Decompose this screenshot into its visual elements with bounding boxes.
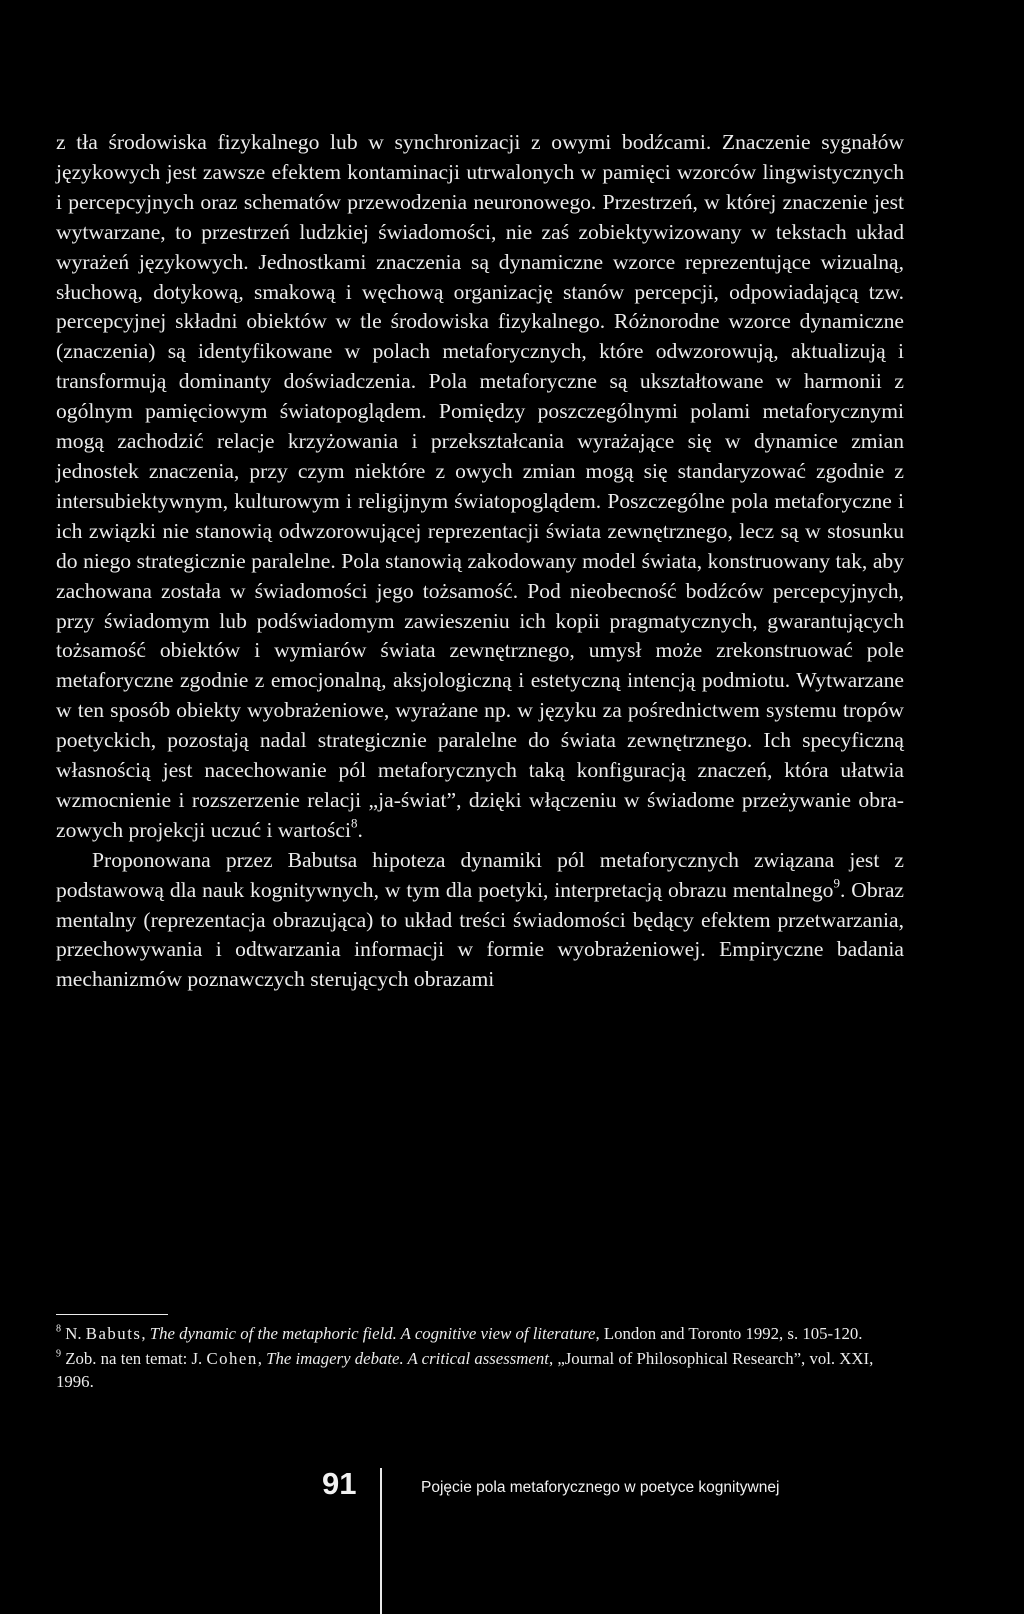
footnote-author: Cohen xyxy=(206,1349,258,1369)
footer-divider xyxy=(380,1468,382,1614)
footnote-suffix: , London and Toronto 1992, s. 105-120. xyxy=(595,1324,863,1343)
footnote-number: 8 xyxy=(56,1323,62,1335)
footnote-prefix: Zob. na ten temat: J. xyxy=(61,1349,207,1369)
footnote-separator-text: , xyxy=(141,1324,150,1343)
paragraph-2-text-b: . Obraz mentalny (reprezentacja obrazująca) to układ treści świadomości będący efektem przetwarzania, przechowywania i odtwarzania informacji w formie wyobrażeniowej. Empiryczne badania mechanizmów poznawczych sterujących obrazami xyxy=(56,877,904,992)
footnote-8 xyxy=(56,1322,904,1345)
page-body xyxy=(56,128,904,995)
footnote-author: Babuts xyxy=(85,1324,142,1343)
footnote-number: 9 xyxy=(56,1348,62,1360)
footnote-ref-9[interactable]: 9 xyxy=(833,874,840,890)
page-number: 91 xyxy=(322,1466,357,1501)
footnotes xyxy=(56,1322,904,1396)
body-paragraph-2 xyxy=(56,846,904,996)
footnote-separator-text: , xyxy=(257,1349,267,1369)
footnote-prefix: N. xyxy=(61,1324,86,1343)
running-title: Pojęcie pola metaforycznego w poetyce kognitywnej xyxy=(421,1479,780,1496)
footnote-suffix: , „Journal of Philosophical Research”, vol. XXI, 1996. xyxy=(56,1349,874,1392)
footnote-ref-8[interactable]: 8 xyxy=(351,815,358,831)
paragraph-1-text: z tła środowiska fizykalnego lub w synchronizacji z owymi bodźcami. Znaczenie sygnałów językowych jest zawsze efektem kontaminacji utrwalonych w pamięci wzorców lingwistycznych i percepcyjnych oraz schematów przewodzenia neuronowego. Przestrzeń, w której znaczenie jest wytwarzane, to przestrzeń ludzkiej świadomości, nie zaś zobiektywizowany w tekstach układ wyrażeń językowych. Jednostkami znaczenia są dynamiczne wzorce reprezentujące wizualną, słuchową, dotykową, smakową i węchową organizację stanów percepcji, odpowiadającą tzw. percepcyjnej składni obiektów w tle środowiska fizykalnego. Różnorodne wzorce dynamiczne (znaczenia) są identyfikowane w polach metaforycznych, które odwzorowują, aktualizują i transformują dominanty doświadczenia. Pola metaforyczne są ukształtowane w harmonii z ogólnym pamięciowym światopoglądem. Pomiędzy poszczególnymi polami metaforycznymi mogą zachodzić relacje krzyżowania i przekształcania wyrażające się w dynamice zmian jednostek znaczenia, przy czym niektóre z owych zmian mogą się standaryzować zgodnie z intersubiektywnym, kulturowym i religijnym światopoglądem. Poszczególne pola metaforyczne i ich związki nie stanowią odwzorowującej reprezentacji świata zewnętrznego, lecz są w stosunku do niego strategicznie paralelne. Pola stanowią zakodowany model świata, konstruowany tak, aby zachowana została w świadomości jego tożsamość. Pod nieobecność bodźców percepcyjnych, przy świadomym lub podświadomym zawieszeniu ich kopii pragmatycznych, gwarantujących tożsamość obiektów i wymiarów świata zewnętrznego, umysł może zrekonstruować pole metaforyczne zgodnie z emocjonalną, aksjologiczną i estetyczną intencją podmiotu. Wytwarzane w ten sposób obiekty wyobrażeniowe, wyrażane np. w języku za pośrednictwem systemu tropów poetyckich, pozostają nadal strategicznie paralelne do świata zewnętrznego. Ich specyficzną własnością jest nacechowanie pól metaforycznych taką konfiguracją znaczeń, która ułatwia wzmocnienie i rozszerzenie relacji „ja-świat”, dzięki włączeniu w świadome przeżywanie obrazowych projekcji uczuć i wartości xyxy=(56,130,904,842)
footnote-title: The imagery debate. A critical assessment xyxy=(266,1349,549,1369)
paragraph-2-text-a: Proponowana przez Babutsa hipoteza dynamiki pól metaforycznych związana jest z podstawową dla nauk kognitywnych, w tym dla poetyki, interpretacją obrazu mentalnego xyxy=(56,847,904,902)
paragraph-1-end: . xyxy=(357,817,363,842)
footnote-9 xyxy=(56,1347,904,1393)
footnote-separator xyxy=(56,1314,168,1315)
footnote-title: The dynamic of the metaphoric field. A cognitive view of literature xyxy=(149,1324,596,1343)
body-paragraph-1 xyxy=(56,128,904,846)
